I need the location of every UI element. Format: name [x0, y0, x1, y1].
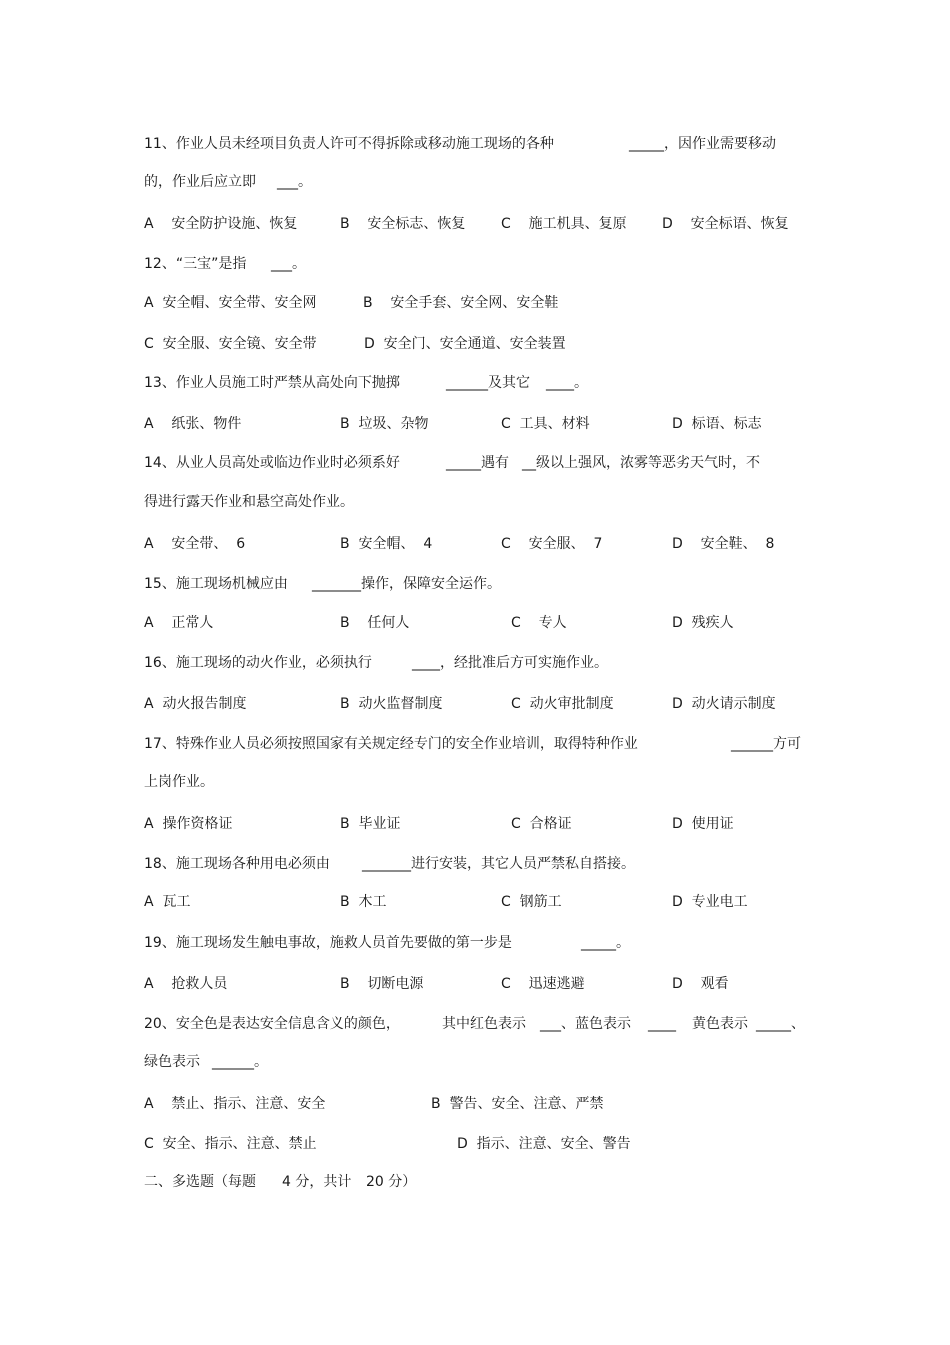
- question-15-stem: 15、施工现场机械应由: [144, 576, 288, 592]
- option-c: C 施工机具、复原: [501, 216, 627, 232]
- option-d: D 专业电工: [672, 894, 748, 910]
- option-a: A 瓦工: [144, 894, 191, 910]
- question-11-stem: 11、作业人员未经项目负责人许可不得拆除或移动施工现场的各种: [144, 136, 554, 152]
- question-19-blank: _____。: [581, 935, 630, 951]
- question-13-stem: 13、作业人员施工时严禁从高处向下抛掷: [144, 375, 400, 391]
- question-14-stem-continued: 得进行露天作业和悬空高处作业。: [144, 494, 354, 510]
- question-15-options: [0, 611, 950, 635]
- question-12-stem: 12、“三宝”是指: [144, 256, 247, 272]
- option-d: D 残疾人: [672, 615, 734, 631]
- option-a: A 操作资格证: [144, 816, 233, 832]
- question-20-blue-label: ___、蓝色表示: [540, 1016, 631, 1032]
- question-11-options: [0, 212, 950, 236]
- question-11-stem-continued: 的，作业后应立即: [144, 174, 256, 190]
- option-a: A 抢救人员: [144, 976, 228, 992]
- question-16-blank: ____，经批准后方可实施作业。: [412, 655, 608, 671]
- question-20-options-row-2: [0, 1132, 950, 1156]
- option-b: B 安全标志、恢复: [340, 216, 466, 232]
- question-20-stem-line-2: [0, 1050, 950, 1074]
- question-20-green-label: 绿色表示: [144, 1054, 200, 1070]
- question-12-blank: ___。: [271, 256, 306, 272]
- option-c: C 安全服、 7: [501, 536, 603, 552]
- option-b: B 木工: [340, 894, 387, 910]
- question-13-blank-2: ____。: [546, 375, 588, 391]
- option-b: B 切断电源: [340, 976, 424, 992]
- option-b: B 安全手套、安全网、安全鞋: [363, 295, 559, 311]
- question-17-blank: ______方可: [731, 736, 801, 752]
- option-b: B 垃圾、杂物: [340, 416, 429, 432]
- question-12-stem-line-1: [0, 252, 950, 276]
- question-14-options: [0, 532, 950, 556]
- option-c: C 合格证: [511, 816, 572, 832]
- section-title: 二、多选题（每题: [144, 1174, 256, 1190]
- question-12-options-row-1: [0, 291, 950, 315]
- question-20-yellow-label: 黄色表示: [692, 1016, 748, 1032]
- option-d: D 安全门、安全通道、安全装置: [364, 336, 566, 352]
- option-d: D 动火请示制度: [672, 696, 776, 712]
- option-c: C 专人: [511, 615, 567, 631]
- option-c: C 钢筋工: [501, 894, 562, 910]
- option-a: A 动火报告制度: [144, 696, 247, 712]
- option-c: C 迅速逃避: [501, 976, 585, 992]
- option-a: A 安全帽、安全带、安全网: [144, 295, 317, 311]
- question-20-stem-line-1: [0, 1012, 950, 1036]
- question-16-stem-line-1: [0, 651, 950, 675]
- option-c: C 工具、材料: [501, 416, 590, 432]
- option-d: D 安全标语、恢复: [662, 216, 789, 232]
- question-17-options: [0, 812, 950, 836]
- question-18-options: [0, 890, 950, 914]
- question-15-blank: _______操作，保障安全运作。: [312, 576, 501, 592]
- question-17-stem-line-2: [0, 770, 950, 794]
- question-20-stem: 20、安全色是表达安全信息含义的颜色，: [144, 1016, 400, 1032]
- question-12-options-row-2: [0, 332, 950, 356]
- question-19-options: [0, 972, 950, 996]
- option-d: D 安全鞋、 8: [672, 536, 775, 552]
- option-a: A 正常人: [144, 615, 214, 631]
- option-b: B 安全帽、 4: [340, 536, 433, 552]
- question-20-red-label: 其中红色表示: [442, 1016, 526, 1032]
- option-c: C 动火审批制度: [511, 696, 614, 712]
- question-14-stem: 14、从业人员高处或临边作业时必须系好: [144, 455, 400, 471]
- option-a: A 安全带、 6: [144, 536, 246, 552]
- question-14-stem-line-1: [0, 451, 950, 475]
- option-b: B 任何人: [340, 615, 410, 631]
- question-14-blank-2: __级以上强风，浓雾等恶劣天气时，不: [522, 455, 760, 471]
- option-b: B 警告、安全、注意、严禁: [431, 1096, 604, 1112]
- question-13-blank-1: ______及其它: [446, 375, 530, 391]
- question-18-stem: 18、施工现场各种用电必须由: [144, 856, 330, 872]
- question-11-stem-line-1: [0, 132, 950, 156]
- option-a: A 禁止、指示、注意、安全: [144, 1096, 326, 1112]
- question-19-stem-line-1: [0, 931, 950, 955]
- question-17-stem: 17、特殊作业人员必须按照国家有关规定经专门的安全作业培训，取得特种作业: [144, 736, 638, 752]
- option-b: B 毕业证: [340, 816, 401, 832]
- option-c: C 安全、指示、注意、禁止: [144, 1136, 317, 1152]
- option-d: D 观看: [672, 976, 729, 992]
- question-18-stem-line-1: [0, 852, 950, 876]
- question-20-blank-yellow: _____、: [756, 1016, 805, 1032]
- section-heading: [0, 1170, 950, 1194]
- question-15-stem-line-1: [0, 572, 950, 596]
- question-18-blank: _______进行安装，其它人员严禁私自搭接。: [362, 856, 635, 872]
- section-points-each: 4 分，共计: [282, 1174, 352, 1190]
- question-16-options: [0, 692, 950, 716]
- section-points-total: 20 分）: [366, 1174, 417, 1190]
- question-11-blank-2: ___。: [277, 174, 312, 190]
- option-c: C 安全服、安全镜、安全带: [144, 336, 317, 352]
- question-19-stem: 19、施工现场发生触电事故，施救人员首先要做的第一步是: [144, 935, 512, 951]
- question-14-blank-1: _____遇有: [446, 455, 509, 471]
- question-13-stem-line-1: [0, 371, 950, 395]
- question-20-options-row-1: [0, 1092, 950, 1116]
- option-a: A 纸张、物件: [144, 416, 242, 432]
- option-d: D 指示、注意、安全、警告: [457, 1136, 631, 1152]
- question-14-stem-line-2: [0, 490, 950, 514]
- question-17-stem-continued: 上岗作业。: [144, 774, 214, 790]
- question-11-stem-line-2: [0, 170, 950, 194]
- question-20-blank-green: ______。: [212, 1054, 268, 1070]
- question-17-stem-line-1: [0, 732, 950, 756]
- option-b: B 动火监督制度: [340, 696, 443, 712]
- option-a: A 安全防护设施、恢复: [144, 216, 298, 232]
- option-d: D 使用证: [672, 816, 734, 832]
- question-13-options: [0, 412, 950, 436]
- question-16-stem: 16、施工现场的动火作业，必须执行: [144, 655, 372, 671]
- question-20-blank-blue: ____: [648, 1016, 676, 1032]
- question-11-blank-1: _____，因作业需要移动: [629, 136, 776, 152]
- option-d: D 标语、标志: [672, 416, 762, 432]
